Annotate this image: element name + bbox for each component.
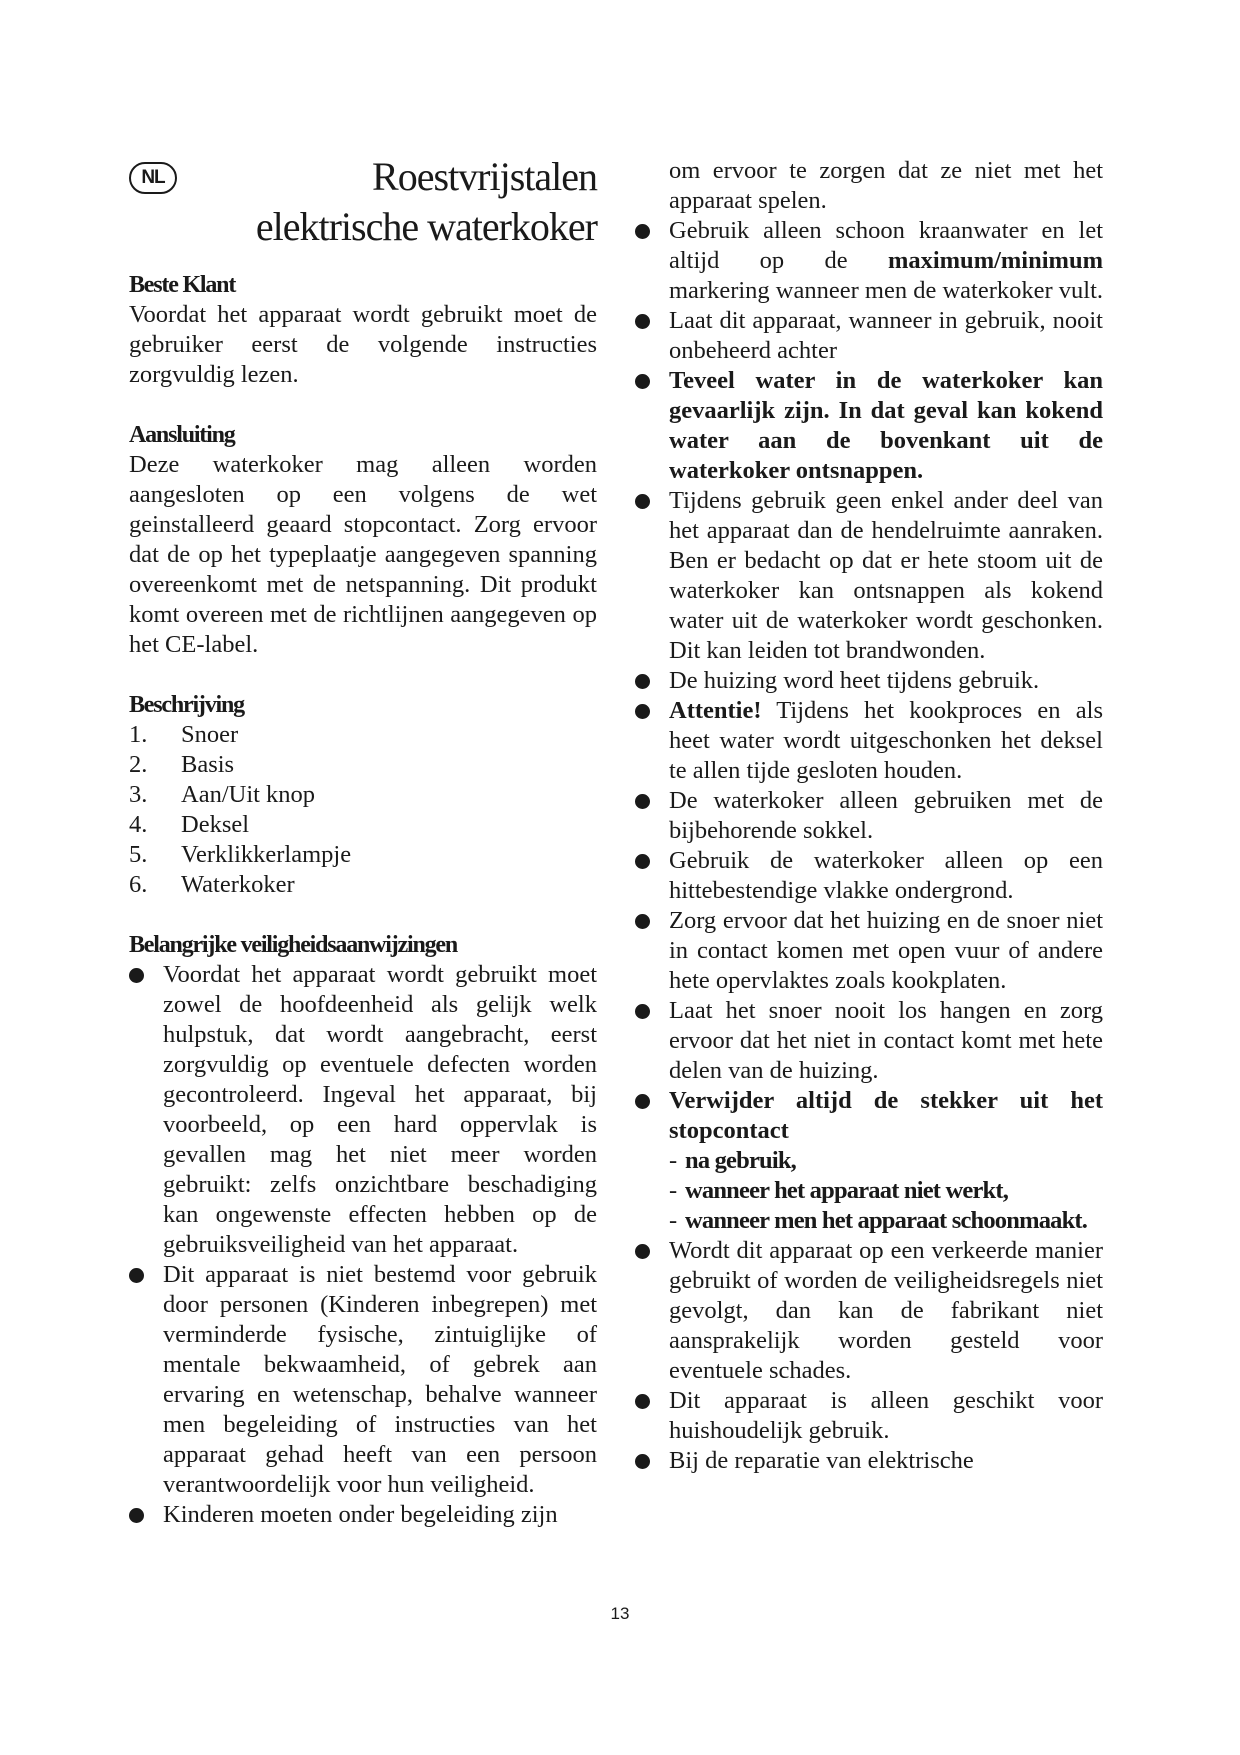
item-text-bold: maximum/minimum <box>887 247 1103 274</box>
item-text: De waterkoker alleen gebruiken met de bijbehorende sokkel. <box>669 787 1103 844</box>
item-number: 6. <box>129 871 148 898</box>
list-item <box>129 750 597 780</box>
item-text: Laat het snoer nooit los hangen en zorg ervoor dat het niet in contact komt met hete delen van de huizing. <box>669 997 1103 1084</box>
bullet-icon <box>635 224 650 239</box>
list-item <box>129 1500 597 1530</box>
safety-section <box>129 930 597 1530</box>
list-item <box>635 846 1103 906</box>
bullet-icon <box>635 314 650 329</box>
list-item <box>129 840 597 870</box>
list-item <box>635 306 1103 366</box>
item-text: Bij de reparatie van elektrische <box>669 1447 974 1474</box>
bullet-icon <box>635 854 650 869</box>
bullet-icon <box>635 1394 650 1409</box>
list-item <box>129 1260 597 1500</box>
page-number: 13 <box>610 1604 630 1623</box>
item-text: Laat dit apparaat, wanneer in gebruik, nooit onbeheerd achter <box>669 307 1103 364</box>
item-label: Snoer <box>181 721 239 748</box>
list-item <box>129 960 597 1260</box>
item-label: Aan/Uit knop <box>181 781 316 808</box>
greeting-text: Voordat het apparaat wordt gebruikt moet de gebruiker eerst de volgende instructies zorgvuldig lezen. <box>129 301 597 388</box>
bullet-icon <box>635 1454 650 1469</box>
item-text: Dit apparaat is niet bestemd voor gebruik door personen (Kinderen inbegrepen) met verminderde fysische, zintuiglijke of mentale bekwaamheid, of gebrek aan ervaring en wetenschap, behalve wanneer men begeleiding of instructies van het apparaat gehad heeft van een persoon verantwoordelijk voor hun veiligheid. <box>163 1261 597 1498</box>
item-text-bold: Teveel water in de waterkoker kan gevaarlijk zijn. In dat geval kan kokend water aan de bovenkant uit de waterkoker ontsnappen. <box>669 367 1103 484</box>
sub-item-text: wanneer het apparaat niet werkt, <box>685 1177 1009 1204</box>
dash-marker: - <box>669 1207 677 1234</box>
safety-list-left <box>129 960 597 1530</box>
item-text: Kinderen moeten onder begeleiding zijn <box>163 1501 558 1528</box>
list-item <box>129 870 597 900</box>
bullet-icon <box>635 494 650 509</box>
greeting-heading: Beste Klant <box>129 272 236 298</box>
item-text: om ervoor te zorgen dat ze niet met het apparaat spelen. <box>669 157 1103 214</box>
list-item <box>129 810 597 840</box>
bullet-icon <box>635 674 650 689</box>
list-item <box>635 1236 1103 1386</box>
bullet-icon <box>635 794 650 809</box>
dash-marker: - <box>669 1147 677 1174</box>
list-item <box>129 780 597 810</box>
right-column <box>635 156 1103 1476</box>
safety-heading: Belangrijke veiligheidsaanwijzingen <box>129 932 458 958</box>
bullet-icon <box>635 1094 650 1109</box>
list-item <box>635 996 1103 1086</box>
bullet-icon <box>129 1268 144 1283</box>
sub-item <box>669 1176 1103 1206</box>
item-text: Gebruik alleen schoon kraanwater en let altijd op de <box>669 217 1103 274</box>
item-number: 3. <box>129 781 148 808</box>
item-text: Tijdens gebruik geen enkel ander deel van het apparaat dan de hendelruimte aanraken. Ben er bedacht op dat er hete stoom uit de waterkoker kan ontsnappen als kokend water uit de waterkoker wordt geschonken. Dit kan leiden tot brandwonden. <box>669 487 1103 664</box>
list-item <box>635 1086 1103 1236</box>
left-column <box>129 150 597 1530</box>
item-text: markering wanneer men de waterkoker vult. <box>669 277 1104 304</box>
bullet-icon <box>129 1508 144 1523</box>
description-heading: Beschrijving <box>129 692 244 718</box>
parts-list <box>129 720 597 900</box>
bullet-icon <box>129 968 144 983</box>
title-line-1: Roestvrijstalen <box>372 154 597 199</box>
sub-item-text: wanneer men het apparaat schoonmaakt. <box>685 1207 1088 1234</box>
item-label: Deksel <box>181 811 250 838</box>
item-number: 1. <box>129 721 148 748</box>
item-text: Tijdens het kookproces en als heet water wordt uitgeschonken het deksel te allen tijde gesloten houden. <box>669 697 1103 784</box>
list-item <box>635 366 1103 486</box>
item-text: Wordt dit apparaat op een verkeerde manier gebruikt of worden de veiligheidsregels niet gevolgt, dan kan de fabrikant niet aansprakelijk worden gesteld voor eventuele schades. <box>669 1237 1103 1384</box>
list-item <box>635 1446 1103 1476</box>
item-number: 5. <box>129 841 148 868</box>
sub-item-text: na gebruik, <box>685 1147 797 1174</box>
item-text: Dit apparaat is alleen geschikt voor huishoudelijk gebruik. <box>669 1387 1103 1444</box>
list-item <box>635 1386 1103 1446</box>
safety-list-right <box>635 156 1103 1476</box>
item-text-bold: Attentie! <box>669 697 762 724</box>
list-item <box>635 666 1103 696</box>
bullet-icon <box>635 1004 650 1019</box>
sub-item <box>669 1146 1103 1176</box>
item-text: Voordat het apparaat wordt gebruikt moet zowel de hoofdeenheid als gelijk welk hulpstuk, dat wordt aangebracht, eerst zorgvuldig op eventuele defecten worden gecontroleerd. Ingeval het apparaat, bij voorbeeld, op een hard oppervlak is gevallen mag het niet meer worden gebruikt: zelfs onzichtbare beschadiging kan ongewenste effecten hebben op de gebruiksveiligheid van het apparaat. <box>163 961 597 1258</box>
connection-heading: Aansluiting <box>129 422 235 448</box>
connection-section <box>129 420 597 660</box>
item-label: Basis <box>181 751 235 778</box>
bullet-icon <box>635 704 650 719</box>
list-item <box>635 696 1103 786</box>
item-text: De huizing word heet tijdens gebruik. <box>669 667 1040 694</box>
dash-marker: - <box>669 1177 677 1204</box>
page-title <box>256 152 597 252</box>
list-item <box>635 486 1103 666</box>
bullet-icon <box>635 914 650 929</box>
item-number: 2. <box>129 751 148 778</box>
list-item <box>635 786 1103 846</box>
item-label: Verklikkerlampje <box>181 841 352 868</box>
list-item-continuation <box>635 156 1103 216</box>
item-text: Zorg ervoor dat het huizing en de snoer niet in contact komen met open vuur of andere hete opervlaktes zoals kookplaten. <box>669 907 1103 994</box>
sub-item <box>669 1206 1103 1236</box>
item-label: Waterkoker <box>181 871 295 898</box>
connection-text: Deze waterkoker mag alleen worden aangesloten op een volgens de wet geinstalleerd geaard stopcontact. Zorg ervoor dat de op het typeplaatje aangegeven spanning overeenkomt met de netspanning. Dit produkt komt overeen met de richtlijnen aangegeven op het CE-label. <box>129 451 597 658</box>
list-item <box>635 216 1103 306</box>
language-badge: NL <box>129 162 177 194</box>
page-header <box>129 150 597 264</box>
title-line-2: elektrische waterkoker <box>255 204 597 249</box>
item-text: Gebruik de waterkoker alleen op een hittebestendige vlakke ondergrond. <box>669 847 1103 904</box>
list-item <box>129 720 597 750</box>
greeting-section <box>129 270 597 390</box>
description-section <box>129 690 597 900</box>
bullet-icon <box>635 374 650 389</box>
item-text-bold: Verwijder altijd de stekker uit het stopcontact <box>669 1087 1103 1144</box>
bullet-icon <box>635 1244 650 1259</box>
item-number: 4. <box>129 811 148 838</box>
list-item <box>635 906 1103 996</box>
unplug-sublist <box>669 1146 1103 1236</box>
